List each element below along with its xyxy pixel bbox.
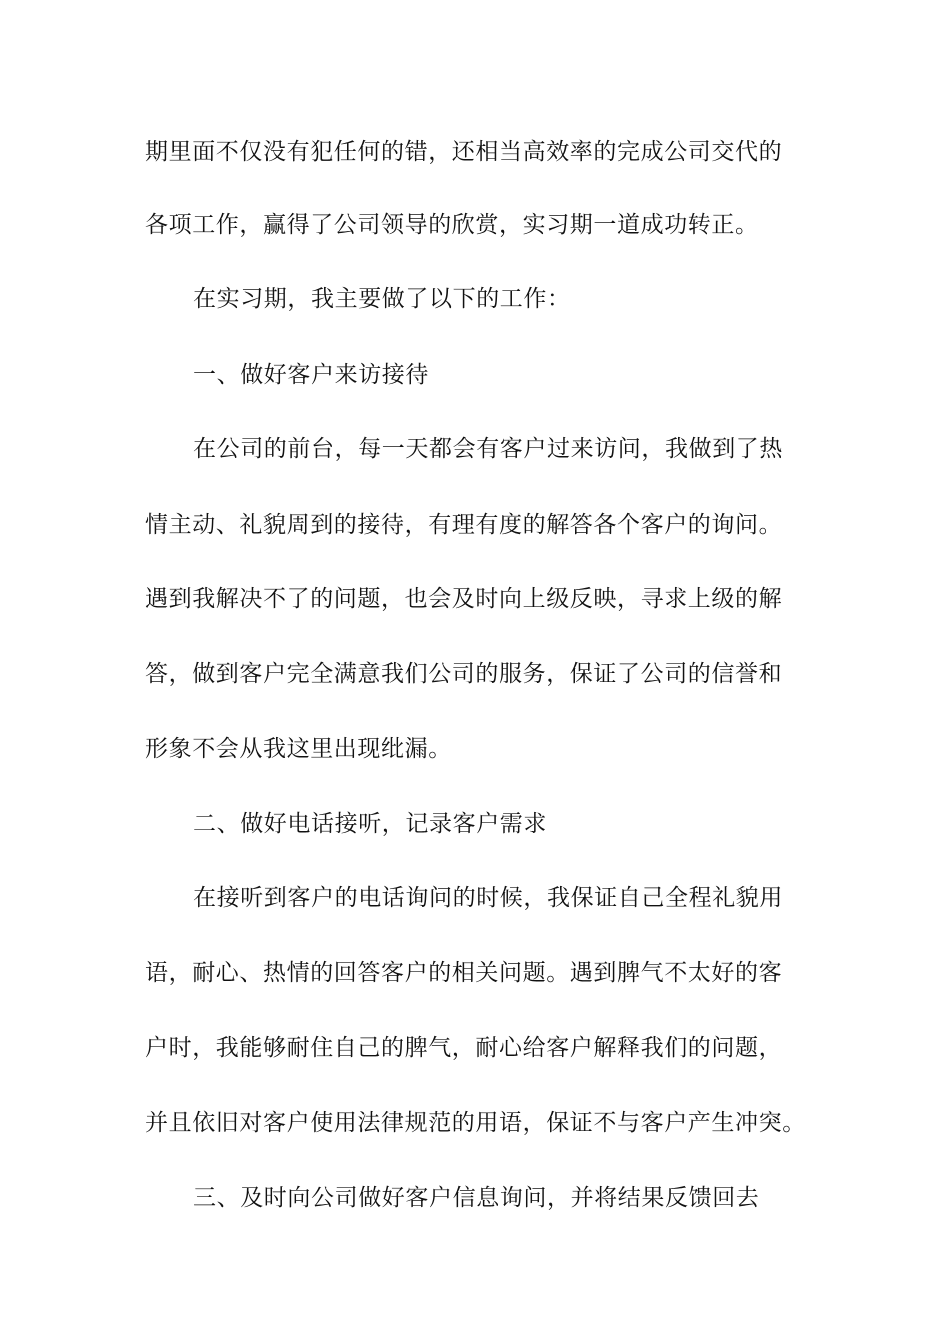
section-heading: 二、做好电话接听，记录客户需求 xyxy=(193,811,547,837)
section-heading: 三、及时向公司做好客户信息询问，并将结果反馈回去 xyxy=(193,1185,760,1211)
section-heading: 一、做好客户来访接待 xyxy=(193,362,429,388)
paragraph-line: 户时，我能够耐住自己的脾气，耐心给客户解释我们的问题， xyxy=(145,1035,783,1061)
paragraph-line: 情主动、礼貌周到的接待，有理有度的解答各个客户的询问。 xyxy=(145,512,783,538)
paragraph-line: 语，耐心、热情的回答客户的相关问题。遇到脾气不太好的客 xyxy=(145,960,783,986)
paragraph-line: 期里面不仅没有犯任何的错，还相当高效率的完成公司交代的 xyxy=(145,139,783,165)
paragraph-line: 答，做到客户完全满意我们公司的服务，保证了公司的信誉和 xyxy=(145,661,783,687)
paragraph-line: 并且依旧对客户使用法律规范的用语，保证不与客户产生冲突。 xyxy=(145,1110,806,1136)
paragraph-line: 在实习期，我主要做了以下的工作： xyxy=(193,286,571,312)
paragraph-line: 各项工作，赢得了公司领导的欣赏，实习期一道成功转正。 xyxy=(145,212,759,238)
paragraph-line: 形象不会从我这里出现纰漏。 xyxy=(145,736,452,762)
paragraph-line: 遇到我解决不了的问题，也会及时向上级反映，寻求上级的解 xyxy=(145,586,783,612)
paragraph-line: 在接听到客户的电话询问的时候，我保证自己全程礼貌用 xyxy=(193,885,783,911)
paragraph-line: 在公司的前台，每一天都会有客户过来访问，我做到了热 xyxy=(193,436,783,462)
